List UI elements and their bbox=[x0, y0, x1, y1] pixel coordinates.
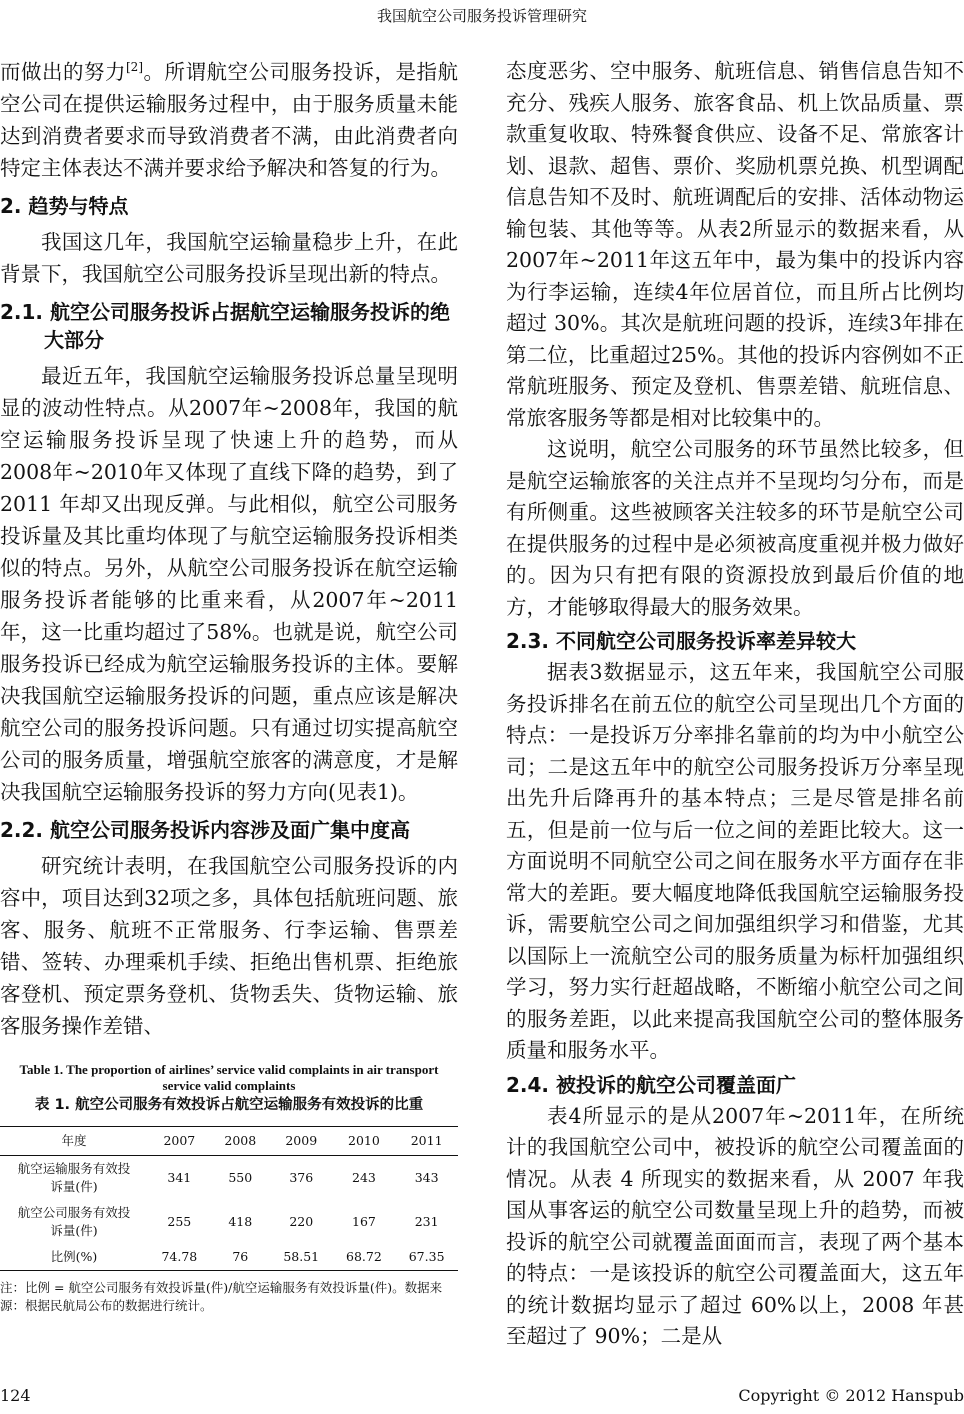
text: 而做出的努力 bbox=[0, 60, 126, 84]
row-label: 航空运输服务有效投诉量(件) bbox=[17, 1161, 131, 1194]
cell: 58.51 bbox=[283, 1249, 320, 1264]
paragraph: 这说明，航空公司服务的环节虽然比较多，但是航空运输旅客的关注点并不呈现均匀分布，而是有所侧重。这些被顾客关注较多的环节是航空公司在提供服务的过程中是必须被高度重视并极力做好的。因为只有把有限的资源投放到最后价值的地方，才能够取得最大的服务效果。 bbox=[506, 437, 964, 619]
paragraph bbox=[0, 56, 458, 184]
table-note: 注：比例 = 航空公司服务有效投诉量(件)/航空运输服务有效投诉量(件)。数据来源：根据民航局公布的数据进行统计。 bbox=[0, 1280, 443, 1313]
data-table bbox=[0, 1126, 458, 1271]
cell: 76 bbox=[232, 1249, 249, 1264]
header-cell: 2009 bbox=[270, 1127, 333, 1156]
cell: 376 bbox=[289, 1170, 314, 1185]
cell: 74.78 bbox=[161, 1249, 198, 1264]
cell: 167 bbox=[352, 1214, 376, 1229]
paragraph: 研究统计表明，在我国航空公司服务投诉的内容中，项目达到32项之多，具体包括航班问题、旅客、服务、航班不正常服务、行李运输、售票差错、签转、办理乘机手续、拒绝出售机票、拒绝旅客登机、预定票务登机、货物丢失、货物运输、旅客服务操作差错、 bbox=[0, 854, 458, 1038]
row-label: 比例(%) bbox=[50, 1249, 98, 1264]
section-heading: 2. 趋势与特点 bbox=[0, 194, 129, 218]
cell: 255 bbox=[167, 1214, 192, 1229]
paragraph: 据表3数据显示，这五年来，我国航空公司服务投诉排名在前五位的航空公司呈现出几个方面的特点：一是投诉万分率排名靠前的均为中小航空公司；二是这五年中的航空公司服务投诉万分率呈现出先升后降再升的基本特点；三是尽管是排名前五，但是前一位与后一位之间的差距比较大。这一方面说明不同航空公司之间在服务水平方面存在非常大的差距。要大幅度地降低我国航空运输服务投诉，需要航空公司之间加强组织学习和借鉴，尤其以国际上一流航空公司的服务质量为标杆加强组织学习，努力实行赶超战略，不断缩小航空公司之间的服务差距，以此来提高我国航空公司的整体服务质量和服务水平。 bbox=[506, 660, 964, 1062]
cell: 231 bbox=[414, 1214, 439, 1229]
paragraph: 我国这几年，我国航空运输量稳步上升，在此背景下，我国航空公司服务投诉呈现出新的特点。 bbox=[0, 230, 458, 286]
header-cell: 2008 bbox=[211, 1127, 270, 1156]
paragraph: 表4所显示的是从2007年~2011年，在所统计的我国航空公司中，被投诉的航空公司覆盖面的情况。从表 4 所现实的数据来看，从 2007 年我国从事客运的航空公司数量呈现上升的趋势，而被投诉的航空公司就覆盖面面而言，表现了两个基本的特点：一是该投诉的航空公司覆盖面大，这五年的统计数据均显示了超过 60%以上，2008 年甚至超过了 90%；二是从 bbox=[506, 1103, 964, 1348]
header-cell: 2011 bbox=[395, 1127, 458, 1156]
cell: 220 bbox=[289, 1214, 314, 1229]
header-cell: 年度 bbox=[0, 1127, 148, 1156]
text: 。所谓航空公司服务投诉，是指航空公司在提供运输服务过程中，由于服务质量未能达到消费者要求而导致消费者不满，由此消费者向特定主体表达不满并要求给予解决和答复的行为。 bbox=[0, 60, 458, 180]
subsection-heading: 2.1. 航空公司服务投诉占据航空运输服务投诉的绝大部分 bbox=[0, 300, 450, 352]
cell: 68.72 bbox=[346, 1249, 382, 1264]
header-cell: 2010 bbox=[333, 1127, 396, 1156]
running-title: 我国航空公司服务投诉管理研究 bbox=[376, 7, 587, 25]
right-column bbox=[506, 56, 964, 1353]
cell: 550 bbox=[228, 1170, 253, 1185]
cell: 243 bbox=[352, 1170, 376, 1185]
subsection-heading: 2.2. 航空公司服务投诉内容涉及面广集中度高 bbox=[0, 818, 410, 842]
cell: 341 bbox=[167, 1170, 192, 1185]
table-row bbox=[0, 1244, 458, 1271]
copyright: Copyright © 2012 Hanspub bbox=[738, 1386, 964, 1405]
subsection-heading: 2.3. 不同航空公司服务投诉率差异较大 bbox=[506, 629, 856, 653]
subsection-heading: 2.4. 被投诉的航空公司覆盖面广 bbox=[506, 1072, 796, 1097]
table-row bbox=[0, 1200, 458, 1244]
header-cell: 2007 bbox=[148, 1127, 211, 1156]
cell: 343 bbox=[414, 1170, 439, 1185]
paragraph: 态度恶劣、空中服务、航班信息、销售信息告知不充分、残疾人服务、旅客食品、机上饮品质量、票款重复收取、特殊餐食供应、设备不足、常旅客计划、退款、超售、票价、奖励机票兑换、机型调配信息告知不及时、航班调配后的安排、活体动物运输包装、其他等等。从表2所显示的数据来看，从2007年~2011年这五年中，最为集中的投诉内容为行李运输，连续4年位居首位，而且所占比例均超过 30%。其次是航班问题的投诉，连续3年排在第二位，比重超过25%。其他的投诉内容例如不正常航班服务、预定及登机、售票差错、航班信息、常旅客服务等都是相对比较集中的。 bbox=[506, 59, 964, 430]
row-label: 航空公司服务有效投诉量(件) bbox=[17, 1205, 131, 1238]
table-caption-en: Table 1. The proportion of airlines’ service valid complaints in air transport service valid complaints bbox=[19, 1062, 439, 1093]
citation: [2] bbox=[126, 60, 143, 75]
left-column bbox=[0, 56, 458, 1315]
cell: 67.35 bbox=[408, 1249, 445, 1264]
table-header-row bbox=[0, 1127, 458, 1156]
page-number: 124 bbox=[0, 1386, 31, 1405]
paragraph: 最近五年，我国航空运输服务投诉总量呈现明显的波动性特点。从2007年~2008年，我国的航空运输服务投诉呈现了快速上升的趋势，而从2008年~2010年又体现了直线下降的趋势，到了 2011 年却又出现反弹。与此相似，航空公司服务投诉量及其比重均体现了与航空运输服务投诉相类似的特点。另外，从航空公司服务投诉在航空运输服务投诉者能够的比重来看，从2007年~2011年，这一比重均超过了58%。也就是说，航空公司服务投诉已经成为航空运输服务投诉的主体。要解决我国航空运输服务投诉的问题，重点应该是解决航空公司的服务投诉问题。只有通过切实提高航空公司的服务质量，增强航空旅客的满意度，才是解决我国航空运输服务投诉的努力方向(见表1)。 bbox=[0, 364, 458, 804]
table-caption-zh: 表 1. 航空公司服务有效投诉占航空运输服务有效投诉的比重 bbox=[34, 1097, 424, 1113]
cell: 418 bbox=[228, 1214, 253, 1229]
table-row bbox=[0, 1156, 458, 1201]
